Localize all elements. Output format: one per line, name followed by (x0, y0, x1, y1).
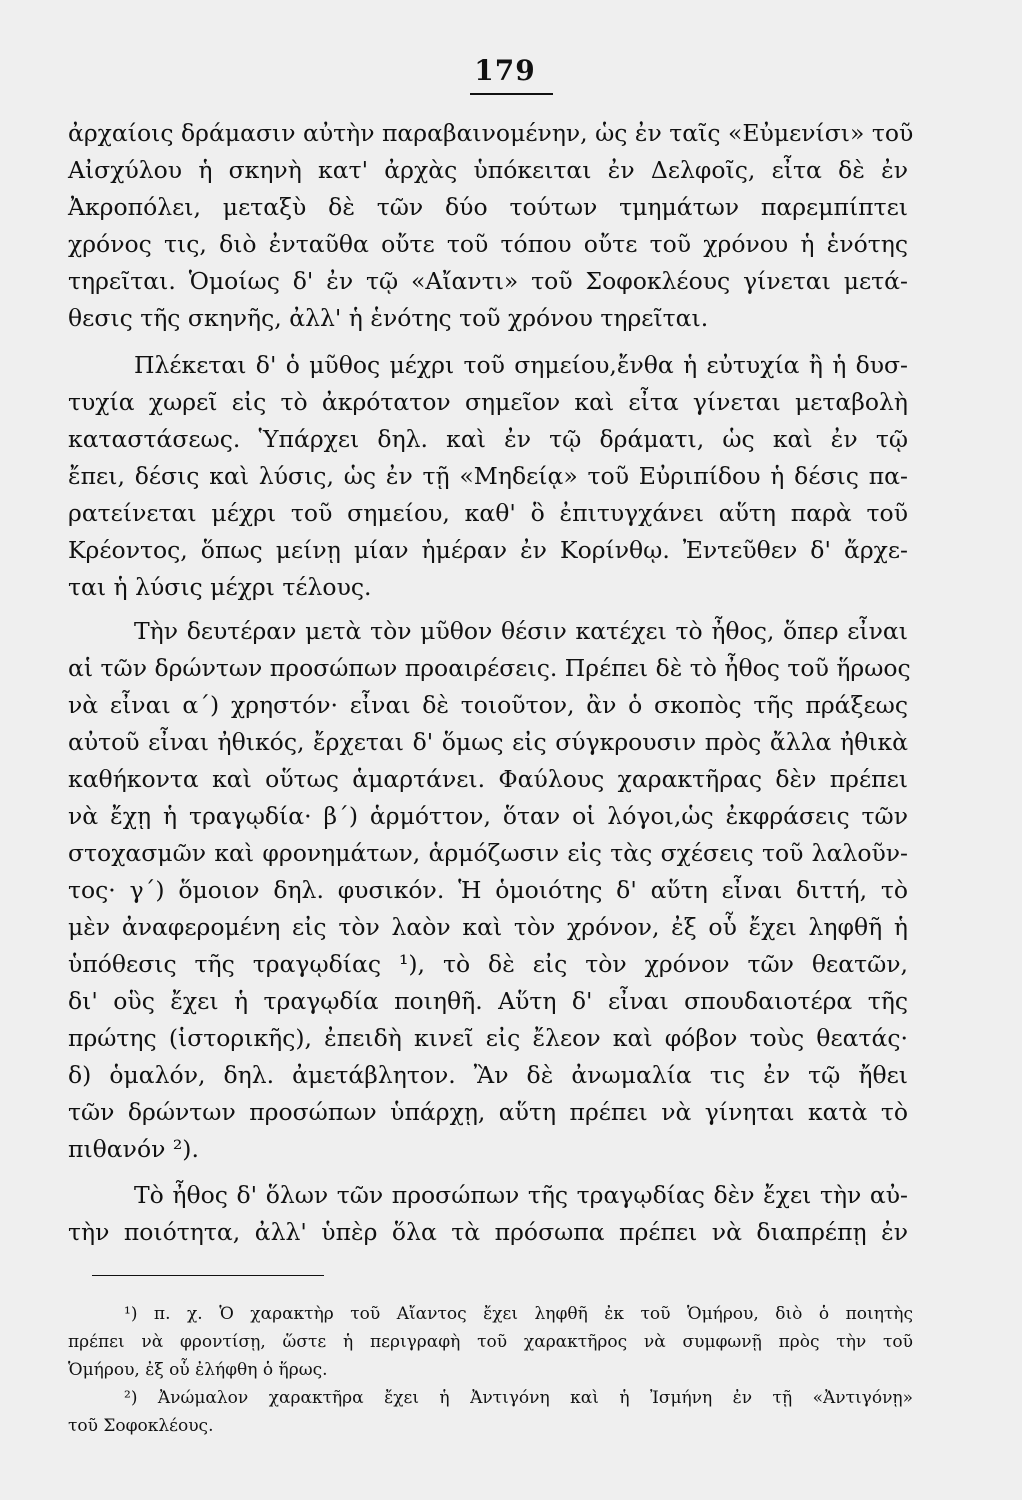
text-line: Ἀκροπόλει, μεταξὺ δὲ τῶν δύο τούτων τμημάτων παρεμπίπτει (68, 193, 908, 221)
footnote-line: Ὁμήρου, ἐξ οὗ ἐλήφθη ὁ ἥρως. (68, 1360, 328, 1380)
text-line: θεσις τῆς σκηνῆς, ἀλλ' ἡ ἑνότης τοῦ χρόνου τηρεῖται. (68, 304, 709, 332)
text-line: ἀρχαίοις δράμασιν αὐτὴν παραβαινομένην, ὡς ἐν ταῖς «Εὐμενίσι» τοῦ (68, 119, 914, 147)
text-line: τὴν ποιότητα, ἀλλ' ὑπὲρ ὅλα τὰ πρόσωπα πρέπει νὰ διαπρέπῃ ἐν (68, 1218, 908, 1246)
text-line: ται ἡ λύσις μέχρι τέλους. (68, 573, 372, 601)
footnote-line: πρέπει νὰ φροντίσῃ, ὥστε ἡ περιγραφὴ τοῦ χαρακτῆρος νὰ συμφωνῇ πρὸς τὴν τοῦ (68, 1332, 913, 1352)
text-line: πρώτης (ἱστορικῆς), ἐπειδὴ κινεῖ εἰς ἔλεον καὶ φόβον τοὺς θεατάς· (68, 1024, 908, 1052)
footnote-line: ¹) π. χ. Ὁ χαρακτὴρ τοῦ Αἴαντος ἔχει ληφθῆ ἐκ τοῦ Ὁμήρου, διὸ ὁ ποιητὴς (124, 1304, 913, 1324)
text-line: μὲν ἀναφερομένη εἰς τὸν λαὸν καὶ τὸν χρόνον, ἐξ οὗ ἔχει ληφθῆ ἡ (68, 913, 908, 941)
text-line: ὑπόθεσις τῆς τραγῳδίας ¹), τὸ δὲ εἰς τὸν χρόνον τῶν θεατῶν, (68, 950, 908, 978)
text-line: Αἰσχύλου ἡ σκηνὴ κατ' ἀρχὰς ὑπόκειται ἐν Δελφοῖς, εἶτα δὲ ἐν (68, 156, 908, 184)
text-line: Τὸ ἦθος δ' ὅλων τῶν προσώπων τῆς τραγῳδίας δὲν ἔχει τὴν αὐ- (134, 1181, 908, 1209)
text-line: καθήκοντα καὶ οὕτως ἁμαρτάνει. Φαύλους χαρακτῆρας δὲν πρέπει (68, 765, 908, 793)
text-line: τῶν δρώντων προσώπων ὑπάρχῃ, αὕτη πρέπει νὰ γίνηται κατὰ τὸ (68, 1098, 908, 1126)
text-line: ἔπει, δέσις καὶ λύσις, ὡς ἐν τῇ «Μηδείᾳ» τοῦ Εὐριπίδου ἡ δέσις πα- (68, 462, 908, 490)
text-line: Τὴν δευτέραν μετὰ τὸν μῦθον θέσιν κατέχει τὸ ἦθος, ὅπερ εἶναι (134, 617, 908, 645)
footnote-line: ²) Ἀνώμαλον χαρακτῆρα ἔχει ἡ Ἀντιγόνη καὶ ἡ Ἰσμήνη ἐν τῇ «Ἀντιγόνῃ» (124, 1388, 913, 1408)
text-line: νὰ ἔχῃ ἡ τραγῳδία· β΄) ἁρμόττον, ὅταν οἱ λόγοι,ὡς ἐκφράσεις τῶν (68, 802, 908, 830)
text-line: νὰ εἶναι α΄) χρηστόν· εἶναι δὲ τοιοῦτον, ἂν ὁ σκοπὸς τῆς πράξεως (68, 691, 908, 719)
text-line: ρατείνεται μέχρι τοῦ σημείου, καθ' ὃ ἐπιτυγχάνει αὕτη παρὰ τοῦ (68, 499, 908, 527)
text-line: δ) ὁμαλόν, δηλ. ἀμετάβλητον. Ἂν δὲ ἀνωμαλία τις ἐν τῷ ἤθει (68, 1061, 908, 1089)
page-number: 179 (474, 54, 536, 87)
text-line: αἱ τῶν δρώντων προσώπων προαιρέσεις. Πρέπει δὲ τὸ ἦθος τοῦ ἥρωος (68, 654, 911, 682)
footnote-line: τοῦ Σοφοκλέους. (68, 1416, 214, 1436)
text-line: στοχασμῶν καὶ φρονημάτων, ἁρμόζωσιν εἰς τὰς σχέσεις τοῦ λαλοῦν- (68, 839, 908, 867)
text-line: καταστάσεως. Ὑπάρχει δηλ. καὶ ἐν τῷ δράματι, ὡς καὶ ἐν τῷ (68, 425, 908, 453)
text-line: χρόνος τις, διὸ ἐνταῦθα οὔτε τοῦ τόπου οὔτε τοῦ χρόνου ἡ ἑνότης (68, 230, 908, 258)
text-line: Πλέκεται δ' ὁ μῦθος μέχρι τοῦ σημείου,ἔνθα ἡ εὐτυχία ἢ ἡ δυσ- (134, 351, 908, 379)
page-number-rule (470, 93, 553, 95)
text-line: τυχία χωρεῖ εἰς τὸ ἀκρότατον σημεῖον καὶ εἶτα γίνεται μεταβολὴ (68, 388, 908, 416)
text-line: αὐτοῦ εἶναι ἠθικός, ἔρχεται δ' ὅμως εἰς σύγκρουσιν πρὸς ἄλλα ἠθικὰ (68, 728, 908, 756)
footnote-rule (92, 1275, 324, 1276)
text-line: δι' οὓς ἔχει ἡ τραγῳδία ποιηθῆ. Αὕτη δ' εἶναι σπουδαιοτέρα τῆς (68, 987, 908, 1015)
text-line: Κρέοντος, ὅπως μείνῃ μίαν ἡμέραν ἐν Κορίνθῳ. Ἐντεῦθεν δ' ἄρχε- (68, 536, 908, 564)
text-line: τηρεῖται. Ὁμοίως δ' ἐν τῷ «Αἴαντι» τοῦ Σοφοκλέους γίνεται μετά- (68, 267, 908, 295)
text-line: τος· γ΄) ὅμοιον δηλ. φυσικόν. Ἡ ὁμοιότης δ' αὕτη εἶναι διττή, τὸ (68, 876, 908, 904)
text-line: πιθανόν ²). (68, 1135, 199, 1163)
